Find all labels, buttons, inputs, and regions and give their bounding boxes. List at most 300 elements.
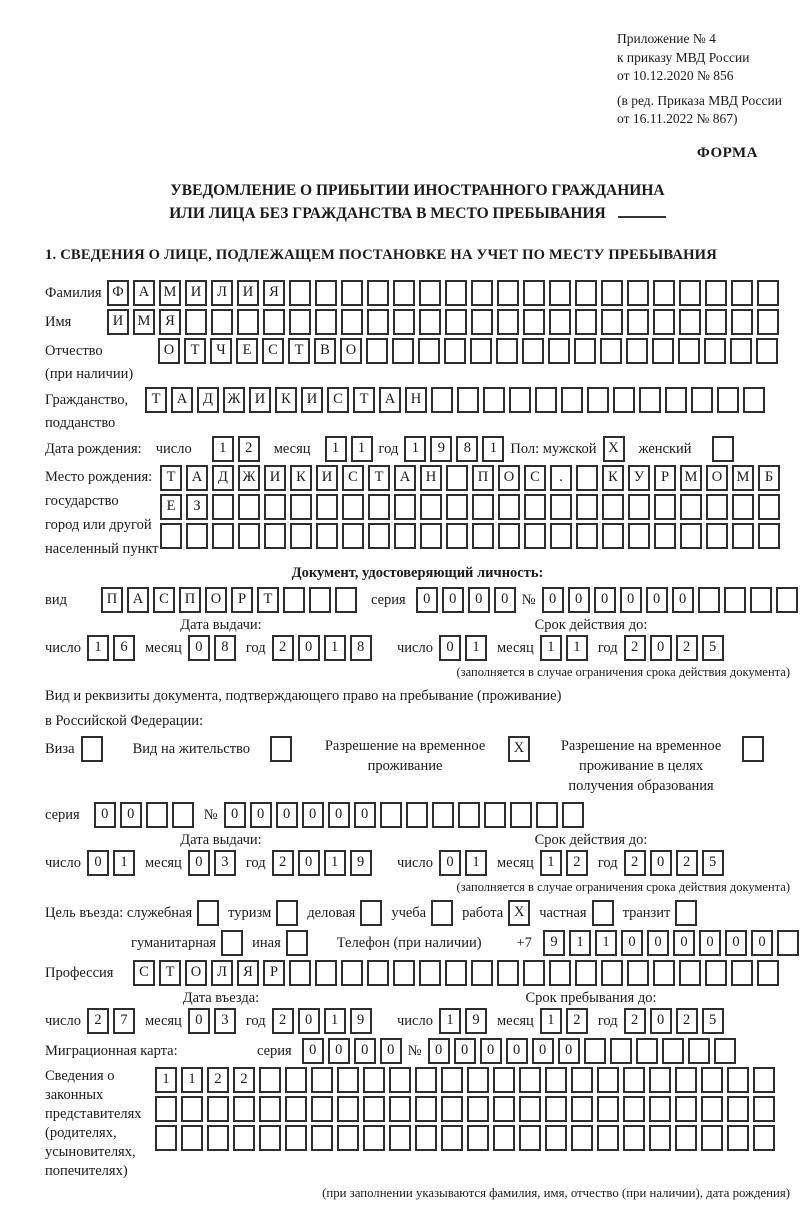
migration-number-box[interactable] [584, 1038, 606, 1064]
citizenship-char-box[interactable]: А [379, 387, 401, 413]
doc-number-box[interactable] [724, 587, 746, 613]
entry-year-box[interactable]: 0 [298, 1008, 320, 1034]
patronymic-char-box[interactable]: О [158, 338, 180, 364]
birthplace-char-box[interactable]: М [732, 465, 754, 491]
birthplace-char-box[interactable]: С [342, 465, 364, 491]
citizenship-char-box[interactable] [535, 387, 557, 413]
doc-type-char-box[interactable]: О [205, 587, 227, 613]
representatives-char-box[interactable] [363, 1125, 385, 1151]
id-expiry-year-box[interactable]: 2 [676, 635, 698, 661]
birthplace-char-box[interactable]: Т [368, 465, 390, 491]
name-char-box[interactable] [445, 309, 467, 335]
permit-number-box[interactable]: 0 [302, 802, 324, 828]
birthplace-char-box[interactable]: О [706, 465, 728, 491]
birthplace-char-box[interactable] [316, 523, 338, 549]
patronymic-char-box[interactable] [652, 338, 674, 364]
representatives-char-box[interactable] [545, 1067, 567, 1093]
birth-year-box[interactable]: 9 [430, 436, 452, 462]
representatives-char-box[interactable] [571, 1096, 593, 1122]
name-char-box[interactable] [211, 309, 233, 335]
entry-month-box[interactable]: 0 [188, 1008, 210, 1034]
stay-year-box[interactable]: 2 [676, 1008, 698, 1034]
representatives-char-box[interactable] [623, 1067, 645, 1093]
doc-number-box[interactable]: 0 [672, 587, 694, 613]
birthplace-char-box[interactable] [446, 465, 468, 491]
permit-issue-day-box[interactable]: 0 [87, 850, 109, 876]
birthplace-char-box[interactable]: Р [654, 465, 676, 491]
citizenship-char-box[interactable]: И [249, 387, 271, 413]
permit-number-box[interactable] [484, 802, 506, 828]
patronymic-char-box[interactable] [392, 338, 414, 364]
permit-expiry-year-box[interactable]: 2 [624, 850, 646, 876]
representatives-char-box[interactable] [493, 1125, 515, 1151]
permit-issue-year-box[interactable]: 1 [324, 850, 346, 876]
name-char-box[interactable] [549, 309, 571, 335]
name-char-box[interactable] [731, 309, 753, 335]
id-expiry-month-box[interactable]: 1 [540, 635, 562, 661]
surname-char-box[interactable] [393, 280, 415, 306]
birthplace-char-box[interactable] [602, 494, 624, 520]
patronymic-char-box[interactable] [600, 338, 622, 364]
profession-char-box[interactable] [497, 960, 519, 986]
permit-number-box[interactable]: 0 [328, 802, 350, 828]
representatives-char-box[interactable] [389, 1125, 411, 1151]
surname-char-box[interactable] [757, 280, 779, 306]
name-char-box[interactable] [367, 309, 389, 335]
birthplace-char-box[interactable] [602, 523, 624, 549]
migration-number-box[interactable]: 0 [558, 1038, 580, 1064]
birthplace-char-box[interactable] [654, 523, 676, 549]
doc-type-char-box[interactable] [309, 587, 331, 613]
birthplace-char-box[interactable] [238, 494, 260, 520]
representatives-char-box[interactable] [181, 1125, 203, 1151]
representatives-char-box[interactable] [441, 1096, 463, 1122]
birthplace-char-box[interactable]: М [680, 465, 702, 491]
representatives-char-box[interactable] [727, 1096, 749, 1122]
citizenship-char-box[interactable]: Д [197, 387, 219, 413]
citizenship-char-box[interactable]: А [171, 387, 193, 413]
birthplace-char-box[interactable] [732, 523, 754, 549]
birthplace-char-box[interactable] [290, 494, 312, 520]
name-char-box[interactable]: М [133, 309, 155, 335]
birthplace-char-box[interactable]: . [550, 465, 572, 491]
citizenship-char-box[interactable]: И [301, 387, 323, 413]
permit-number-box[interactable]: 0 [276, 802, 298, 828]
surname-char-box[interactable]: А [133, 280, 155, 306]
citizenship-char-box[interactable]: Т [145, 387, 167, 413]
profession-char-box[interactable]: С [133, 960, 155, 986]
birthplace-char-box[interactable] [628, 494, 650, 520]
surname-char-box[interactable]: Ф [107, 280, 129, 306]
surname-char-box[interactable]: М [159, 280, 181, 306]
surname-char-box[interactable] [289, 280, 311, 306]
birthplace-char-box[interactable]: А [186, 465, 208, 491]
purpose-private-checkbox[interactable] [592, 900, 614, 926]
name-char-box[interactable] [471, 309, 493, 335]
sex-male-checkbox[interactable]: X [603, 436, 625, 462]
permit-number-box[interactable] [406, 802, 428, 828]
residence-permit-checkbox[interactable] [270, 736, 292, 762]
profession-char-box[interactable]: Я [237, 960, 259, 986]
phone-digit-box[interactable]: 0 [673, 930, 695, 956]
purpose-work-checkbox[interactable]: X [508, 900, 530, 926]
migration-number-box[interactable] [688, 1038, 710, 1064]
permit-expiry-day-box[interactable]: 1 [465, 850, 487, 876]
name-char-box[interactable] [393, 309, 415, 335]
stay-year-box[interactable]: 0 [650, 1008, 672, 1034]
permit-number-box[interactable] [536, 802, 558, 828]
temp-residence-edu-checkbox[interactable] [742, 736, 764, 762]
representatives-char-box[interactable] [415, 1067, 437, 1093]
visa-checkbox[interactable] [81, 736, 103, 762]
patronymic-char-box[interactable] [522, 338, 544, 364]
representatives-char-box[interactable] [181, 1096, 203, 1122]
representatives-char-box[interactable] [519, 1067, 541, 1093]
purpose-humanitarian-checkbox[interactable] [221, 930, 243, 956]
permit-expiry-year-box[interactable]: 0 [650, 850, 672, 876]
birthplace-char-box[interactable] [706, 494, 728, 520]
migration-number-box[interactable]: 0 [480, 1038, 502, 1064]
representatives-char-box[interactable] [389, 1096, 411, 1122]
birthplace-char-box[interactable]: Д [212, 465, 234, 491]
stay-year-box[interactable]: 5 [702, 1008, 724, 1034]
surname-char-box[interactable]: Я [263, 280, 285, 306]
migration-series-box[interactable]: 0 [302, 1038, 324, 1064]
representatives-char-box[interactable] [571, 1067, 593, 1093]
phone-digit-box[interactable]: 9 [543, 930, 565, 956]
migration-series-box[interactable]: 0 [380, 1038, 402, 1064]
profession-char-box[interactable] [653, 960, 675, 986]
doc-type-char-box[interactable]: Т [257, 587, 279, 613]
representatives-char-box[interactable] [701, 1125, 723, 1151]
profession-char-box[interactable]: О [185, 960, 207, 986]
patronymic-char-box[interactable]: С [262, 338, 284, 364]
surname-char-box[interactable] [627, 280, 649, 306]
migration-number-box[interactable] [662, 1038, 684, 1064]
migration-number-box[interactable]: 0 [506, 1038, 528, 1064]
birthplace-char-box[interactable] [394, 523, 416, 549]
representatives-char-box[interactable]: 1 [181, 1067, 203, 1093]
birthplace-char-box[interactable] [342, 523, 364, 549]
patronymic-char-box[interactable] [470, 338, 492, 364]
migration-number-box[interactable]: 0 [532, 1038, 554, 1064]
representatives-char-box[interactable] [207, 1096, 229, 1122]
patronymic-char-box[interactable] [730, 338, 752, 364]
doc-type-char-box[interactable]: П [179, 587, 201, 613]
representatives-char-box[interactable] [675, 1096, 697, 1122]
id-issue-year-box[interactable]: 0 [298, 635, 320, 661]
birthplace-char-box[interactable] [758, 523, 780, 549]
representatives-char-box[interactable] [233, 1096, 255, 1122]
representatives-char-box[interactable] [623, 1096, 645, 1122]
citizenship-char-box[interactable]: С [327, 387, 349, 413]
entry-year-box[interactable]: 9 [350, 1008, 372, 1034]
birthplace-char-box[interactable]: Е [160, 494, 182, 520]
patronymic-char-box[interactable] [678, 338, 700, 364]
patronymic-char-box[interactable]: Т [288, 338, 310, 364]
surname-char-box[interactable] [523, 280, 545, 306]
birthplace-char-box[interactable] [368, 523, 390, 549]
birthplace-char-box[interactable] [212, 523, 234, 549]
permit-number-box[interactable] [458, 802, 480, 828]
doc-series-box[interactable]: 0 [494, 587, 516, 613]
patronymic-char-box[interactable] [756, 338, 778, 364]
birthplace-char-box[interactable] [524, 523, 546, 549]
patronymic-char-box[interactable] [366, 338, 388, 364]
representatives-char-box[interactable]: 2 [207, 1067, 229, 1093]
profession-char-box[interactable] [679, 960, 701, 986]
surname-char-box[interactable] [731, 280, 753, 306]
permit-issue-month-box[interactable]: 3 [214, 850, 236, 876]
surname-char-box[interactable]: И [237, 280, 259, 306]
birthplace-char-box[interactable] [680, 494, 702, 520]
id-expiry-day-box[interactable]: 1 [465, 635, 487, 661]
permit-expiry-day-box[interactable]: 0 [439, 850, 461, 876]
birthplace-char-box[interactable]: И [264, 465, 286, 491]
birthplace-char-box[interactable]: З [186, 494, 208, 520]
name-char-box[interactable] [627, 309, 649, 335]
name-char-box[interactable] [679, 309, 701, 335]
permit-number-box[interactable] [380, 802, 402, 828]
birthplace-char-box[interactable] [420, 523, 442, 549]
patronymic-char-box[interactable] [496, 338, 518, 364]
representatives-char-box[interactable] [259, 1067, 281, 1093]
permit-number-box[interactable]: 0 [354, 802, 376, 828]
representatives-char-box[interactable] [753, 1125, 775, 1151]
doc-type-char-box[interactable]: А [127, 587, 149, 613]
citizenship-char-box[interactable] [457, 387, 479, 413]
id-issue-month-box[interactable]: 0 [188, 635, 210, 661]
purpose-business-checkbox[interactable] [360, 900, 382, 926]
id-expiry-year-box[interactable]: 5 [702, 635, 724, 661]
citizenship-char-box[interactable] [613, 387, 635, 413]
permit-series-box[interactable]: 0 [120, 802, 142, 828]
patronymic-char-box[interactable]: Е [236, 338, 258, 364]
doc-number-box[interactable]: 0 [568, 587, 590, 613]
representatives-char-box[interactable] [545, 1125, 567, 1151]
birth-year-box[interactable]: 1 [404, 436, 426, 462]
birthplace-char-box[interactable] [628, 523, 650, 549]
migration-number-box[interactable] [714, 1038, 736, 1064]
migration-series-box[interactable]: 0 [328, 1038, 350, 1064]
profession-char-box[interactable] [315, 960, 337, 986]
representatives-char-box[interactable] [597, 1125, 619, 1151]
surname-char-box[interactable]: Л [211, 280, 233, 306]
birthplace-char-box[interactable]: О [498, 465, 520, 491]
birthplace-char-box[interactable]: К [602, 465, 624, 491]
representatives-char-box[interactable] [493, 1096, 515, 1122]
name-char-box[interactable] [263, 309, 285, 335]
representatives-char-box[interactable] [753, 1096, 775, 1122]
birthplace-char-box[interactable]: Н [420, 465, 442, 491]
surname-char-box[interactable] [341, 280, 363, 306]
representatives-char-box[interactable] [467, 1067, 489, 1093]
birthplace-char-box[interactable] [316, 494, 338, 520]
doc-number-box[interactable]: 0 [620, 587, 642, 613]
birthplace-char-box[interactable] [342, 494, 364, 520]
birthplace-char-box[interactable] [550, 494, 572, 520]
profession-char-box[interactable] [757, 960, 779, 986]
doc-series-box[interactable]: 0 [442, 587, 464, 613]
doc-series-box[interactable]: 0 [468, 587, 490, 613]
phone-digit-box[interactable]: 0 [621, 930, 643, 956]
phone-digit-box[interactable]: 1 [595, 930, 617, 956]
birthplace-char-box[interactable] [472, 523, 494, 549]
id-expiry-month-box[interactable]: 1 [566, 635, 588, 661]
profession-char-box[interactable] [705, 960, 727, 986]
profession-char-box[interactable] [731, 960, 753, 986]
permit-series-box[interactable]: 0 [94, 802, 116, 828]
phone-digit-box[interactable]: 0 [699, 930, 721, 956]
surname-char-box[interactable] [471, 280, 493, 306]
citizenship-char-box[interactable]: Н [405, 387, 427, 413]
surname-char-box[interactable] [705, 280, 727, 306]
permit-expiry-month-box[interactable]: 1 [540, 850, 562, 876]
representatives-char-box[interactable]: 1 [155, 1067, 177, 1093]
id-issue-day-box[interactable]: 1 [87, 635, 109, 661]
doc-number-box[interactable] [750, 587, 772, 613]
representatives-char-box[interactable] [675, 1067, 697, 1093]
surname-char-box[interactable] [367, 280, 389, 306]
birth-year-box[interactable]: 8 [456, 436, 478, 462]
name-char-box[interactable] [575, 309, 597, 335]
name-char-box[interactable] [237, 309, 259, 335]
representatives-char-box[interactable] [727, 1067, 749, 1093]
birthplace-char-box[interactable] [524, 494, 546, 520]
stay-day-box[interactable]: 1 [439, 1008, 461, 1034]
representatives-char-box[interactable] [441, 1125, 463, 1151]
permit-number-box[interactable]: 0 [224, 802, 246, 828]
surname-char-box[interactable] [419, 280, 441, 306]
doc-number-box[interactable] [698, 587, 720, 613]
permit-issue-year-box[interactable]: 9 [350, 850, 372, 876]
citizenship-char-box[interactable]: К [275, 387, 297, 413]
migration-number-box[interactable] [636, 1038, 658, 1064]
representatives-char-box[interactable] [155, 1096, 177, 1122]
phone-digit-box[interactable]: 0 [725, 930, 747, 956]
profession-char-box[interactable] [549, 960, 571, 986]
entry-day-box[interactable]: 2 [87, 1008, 109, 1034]
name-char-box[interactable]: И [107, 309, 129, 335]
birthplace-char-box[interactable]: С [524, 465, 546, 491]
representatives-char-box[interactable] [311, 1096, 333, 1122]
id-issue-year-box[interactable]: 1 [324, 635, 346, 661]
id-expiry-year-box[interactable]: 2 [624, 635, 646, 661]
birthplace-char-box[interactable]: П [472, 465, 494, 491]
name-char-box[interactable] [185, 309, 207, 335]
entry-day-box[interactable]: 7 [113, 1008, 135, 1034]
surname-char-box[interactable] [575, 280, 597, 306]
representatives-char-box[interactable] [649, 1067, 671, 1093]
citizenship-char-box[interactable] [587, 387, 609, 413]
doc-type-char-box[interactable] [335, 587, 357, 613]
birthplace-char-box[interactable] [706, 523, 728, 549]
citizenship-char-box[interactable] [665, 387, 687, 413]
representatives-char-box[interactable] [285, 1096, 307, 1122]
birthplace-char-box[interactable] [654, 494, 676, 520]
birth-month-box[interactable]: 1 [325, 436, 347, 462]
profession-char-box[interactable] [471, 960, 493, 986]
surname-char-box[interactable] [601, 280, 623, 306]
citizenship-char-box[interactable] [509, 387, 531, 413]
citizenship-char-box[interactable] [691, 387, 713, 413]
representatives-char-box[interactable] [675, 1125, 697, 1151]
representatives-char-box[interactable] [441, 1067, 463, 1093]
doc-number-box[interactable]: 0 [646, 587, 668, 613]
citizenship-char-box[interactable] [717, 387, 739, 413]
profession-char-box[interactable] [601, 960, 623, 986]
representatives-char-box[interactable] [467, 1125, 489, 1151]
profession-char-box[interactable] [367, 960, 389, 986]
purpose-tourism-checkbox[interactable] [276, 900, 298, 926]
profession-char-box[interactable]: Р [263, 960, 285, 986]
phone-digit-box[interactable]: 0 [751, 930, 773, 956]
representatives-char-box[interactable] [337, 1067, 359, 1093]
sex-female-checkbox[interactable] [712, 436, 734, 462]
name-char-box[interactable] [653, 309, 675, 335]
permit-issue-day-box[interactable]: 1 [113, 850, 135, 876]
profession-char-box[interactable] [575, 960, 597, 986]
birthplace-char-box[interactable] [290, 523, 312, 549]
representatives-char-box[interactable] [415, 1096, 437, 1122]
migration-series-box[interactable]: 0 [354, 1038, 376, 1064]
representatives-char-box[interactable] [155, 1125, 177, 1151]
birthplace-char-box[interactable] [498, 523, 520, 549]
birthplace-char-box[interactable] [472, 494, 494, 520]
citizenship-char-box[interactable] [561, 387, 583, 413]
name-char-box[interactable] [523, 309, 545, 335]
profession-char-box[interactable] [393, 960, 415, 986]
profession-char-box[interactable] [523, 960, 545, 986]
representatives-char-box[interactable] [415, 1125, 437, 1151]
surname-char-box[interactable] [549, 280, 571, 306]
surname-char-box[interactable] [315, 280, 337, 306]
birth-day-box[interactable]: 2 [238, 436, 260, 462]
birthplace-char-box[interactable] [576, 465, 598, 491]
citizenship-char-box[interactable]: Ж [223, 387, 245, 413]
representatives-char-box[interactable] [597, 1096, 619, 1122]
name-char-box[interactable] [341, 309, 363, 335]
birthplace-char-box[interactable] [212, 494, 234, 520]
birthplace-char-box[interactable]: Ж [238, 465, 260, 491]
birthplace-char-box[interactable] [420, 494, 442, 520]
stay-day-box[interactable]: 9 [465, 1008, 487, 1034]
birthplace-char-box[interactable] [446, 523, 468, 549]
birthplace-char-box[interactable] [394, 494, 416, 520]
birthplace-char-box[interactable]: А [394, 465, 416, 491]
permit-number-box[interactable] [562, 802, 584, 828]
profession-char-box[interactable] [627, 960, 649, 986]
id-expiry-year-box[interactable]: 0 [650, 635, 672, 661]
id-issue-month-box[interactable]: 8 [214, 635, 236, 661]
name-char-box[interactable]: Я [159, 309, 181, 335]
birthplace-char-box[interactable] [160, 523, 182, 549]
representatives-char-box[interactable] [259, 1125, 281, 1151]
surname-char-box[interactable] [445, 280, 467, 306]
entry-year-box[interactable]: 1 [324, 1008, 346, 1034]
name-char-box[interactable] [601, 309, 623, 335]
representatives-char-box[interactable] [467, 1096, 489, 1122]
representatives-char-box[interactable] [727, 1125, 749, 1151]
representatives-char-box[interactable] [311, 1067, 333, 1093]
representatives-char-box[interactable] [389, 1067, 411, 1093]
birth-day-box[interactable]: 1 [212, 436, 234, 462]
permit-expiry-year-box[interactable]: 5 [702, 850, 724, 876]
patronymic-char-box[interactable] [704, 338, 726, 364]
citizenship-char-box[interactable] [743, 387, 765, 413]
birthplace-char-box[interactable] [264, 494, 286, 520]
representatives-char-box[interactable] [493, 1067, 515, 1093]
